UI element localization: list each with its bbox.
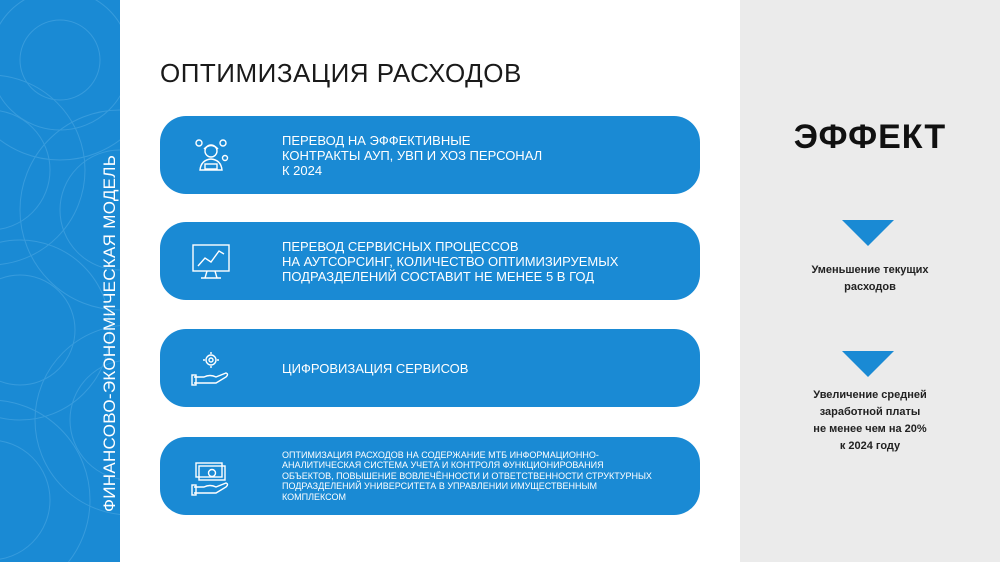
effect-panel [740, 0, 1000, 562]
cost-item-text: ПЕРЕВОД НА ЭФФЕКТИВНЫЕ КОНТРАКТЫ АУП, УВП И ХОЗ ПЕРСОНАЛ К 2024 [282, 132, 543, 178]
money-hand-icon [190, 455, 232, 497]
triangle-down-icon [842, 220, 894, 246]
cost-item-mtb [160, 437, 700, 515]
cost-item-contracts [160, 116, 700, 194]
cost-item-text: ПЕРЕВОД СЕРВИСНЫХ ПРОЦЕССОВ НА АУТСОРСИНГ, КОЛИЧЕСТВО ОПТИМИЗИРУЕМЫХ ПОДРАЗДЕЛЕНИЙ СОСТАВИТ НЕ МЕНЕЕ 5 В ГОД [282, 238, 619, 284]
cost-item-outsourcing [160, 222, 700, 300]
cost-item-text: ЦИФРОВИЗАЦИЯ СЕРВИСОВ [282, 360, 469, 376]
effect-title: ЭФФЕКТ [793, 118, 947, 156]
monitor-chart-icon [190, 240, 232, 282]
hand-gear-icon [190, 347, 232, 389]
sidebar-label: ФИНАНСОВО-ЭКОНОМИЧЕСКАЯ МОДЕЛЬ [100, 154, 119, 512]
triangle-down-icon [842, 351, 894, 377]
worker-icon [190, 134, 232, 176]
effect-text: Уменьшение текущих расходов [811, 264, 929, 293]
effect-text: Увеличение средней заработной платы не менее чем на 20% к 2024 году [813, 389, 927, 452]
cost-item-text: ОПТИМИЗАЦИЯ РАСХОДОВ НА СОДЕРЖАНИЕ МТБ ИНФОРМАЦИОННО- АНАЛИТИЧЕСКАЯ СИСТЕМА УЧЕТА И КОНТРОЛЯ ФУНКЦИОНИРОВАНИЯ ОБЪЕКТОВ, ПОВЫШЕНИЕ ВОВЛЕЧЁННОСТИ И ОТВЕТСТВЕННОСТИ СТРУКТУРНЫХ ПОДРАЗДЕЛЕНИЙ УНИВЕРСИТЕТА В УПРАВЛЕНИИ ИМУЩЕСТВЕННЫМ КОМПЛЕКСОМ [282, 449, 652, 502]
cost-item-digitalization [160, 329, 700, 407]
page-title: ОПТИМИЗАЦИЯ РАСХОДОВ [160, 58, 522, 88]
sidebar [0, 0, 120, 562]
